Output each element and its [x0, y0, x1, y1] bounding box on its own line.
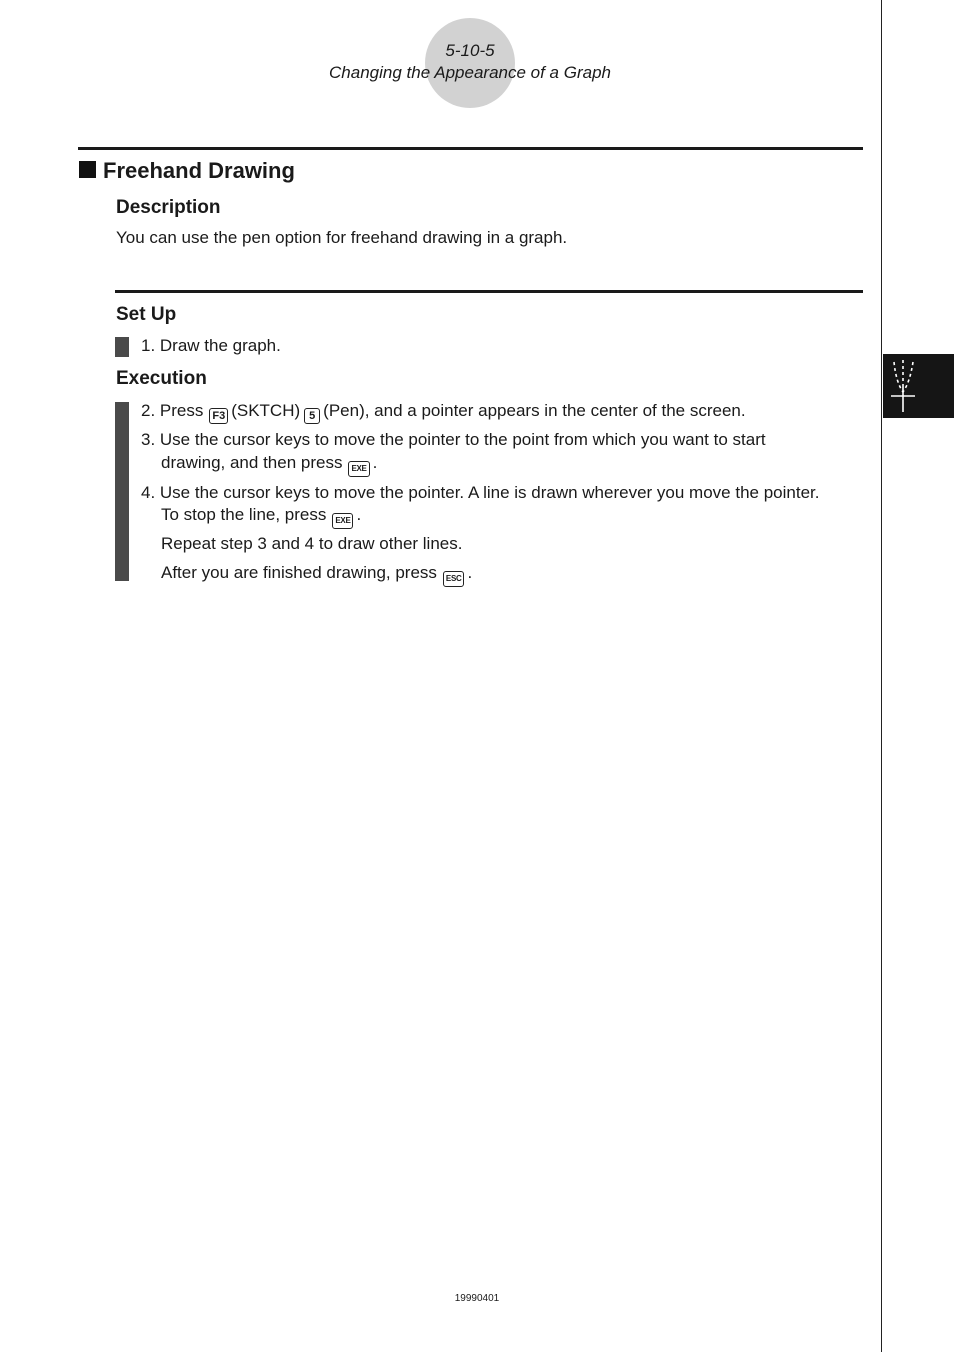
execution-step-4-line-2	[161, 503, 361, 529]
margin-rule	[881, 0, 882, 1352]
description-heading: Description	[116, 197, 221, 218]
exe-key: EXE	[332, 513, 353, 529]
footer-code: 19990401	[454, 1293, 500, 1304]
page-number: 5-10-5	[445, 41, 495, 60]
execution-repeat-note: Repeat step 3 and 4 to draw other lines.	[161, 534, 463, 553]
step-2-prefix: 2. Press	[141, 401, 204, 420]
setup-rule	[115, 290, 863, 293]
chapter-tab	[883, 354, 954, 418]
esc-key: ESC	[443, 571, 465, 587]
execution-step-4-line-1: 4. Use the cursor keys to move the pointer. A line is drawn wherever you move the pointer.	[141, 483, 820, 502]
step-2-suffix: (Pen), and a pointer appears in the center of the screen.	[323, 401, 746, 420]
step-3-text: drawing, and then press	[161, 453, 343, 472]
page-title: Changing the Appearance of a Graph	[329, 63, 611, 82]
execution-step-3-line-1: 3. Use the cursor keys to move the pointer to the point from which you want to start	[141, 430, 766, 449]
step-4-end: .	[356, 505, 362, 524]
step-4-text: To stop the line, press	[161, 505, 327, 524]
setup-step-1: 1. Draw the graph.	[141, 336, 281, 355]
step-3-end: .	[372, 453, 378, 472]
exe-key: EXE	[348, 461, 369, 477]
step-2-mid: (SKTCH)	[231, 401, 301, 420]
five-key: 5	[304, 408, 320, 424]
description-text: You can use the pen option for freehand drawing in a graph.	[116, 228, 568, 247]
execution-step-2	[141, 399, 746, 424]
setup-step-bar	[115, 337, 129, 357]
execution-step-3-line-2	[161, 451, 377, 477]
graph-icon	[883, 354, 954, 418]
section-marker	[79, 161, 96, 178]
section-heading: Freehand Drawing	[103, 158, 295, 183]
execution-step-bar	[115, 402, 129, 581]
setup-heading: Set Up	[116, 304, 177, 325]
execution-heading: Execution	[116, 368, 207, 389]
f3-key: F3	[209, 408, 228, 424]
execution-finish-note	[161, 561, 472, 587]
section-rule	[78, 147, 863, 150]
finish-text: After you are finished drawing, press	[161, 563, 437, 582]
finish-end: .	[467, 563, 473, 582]
